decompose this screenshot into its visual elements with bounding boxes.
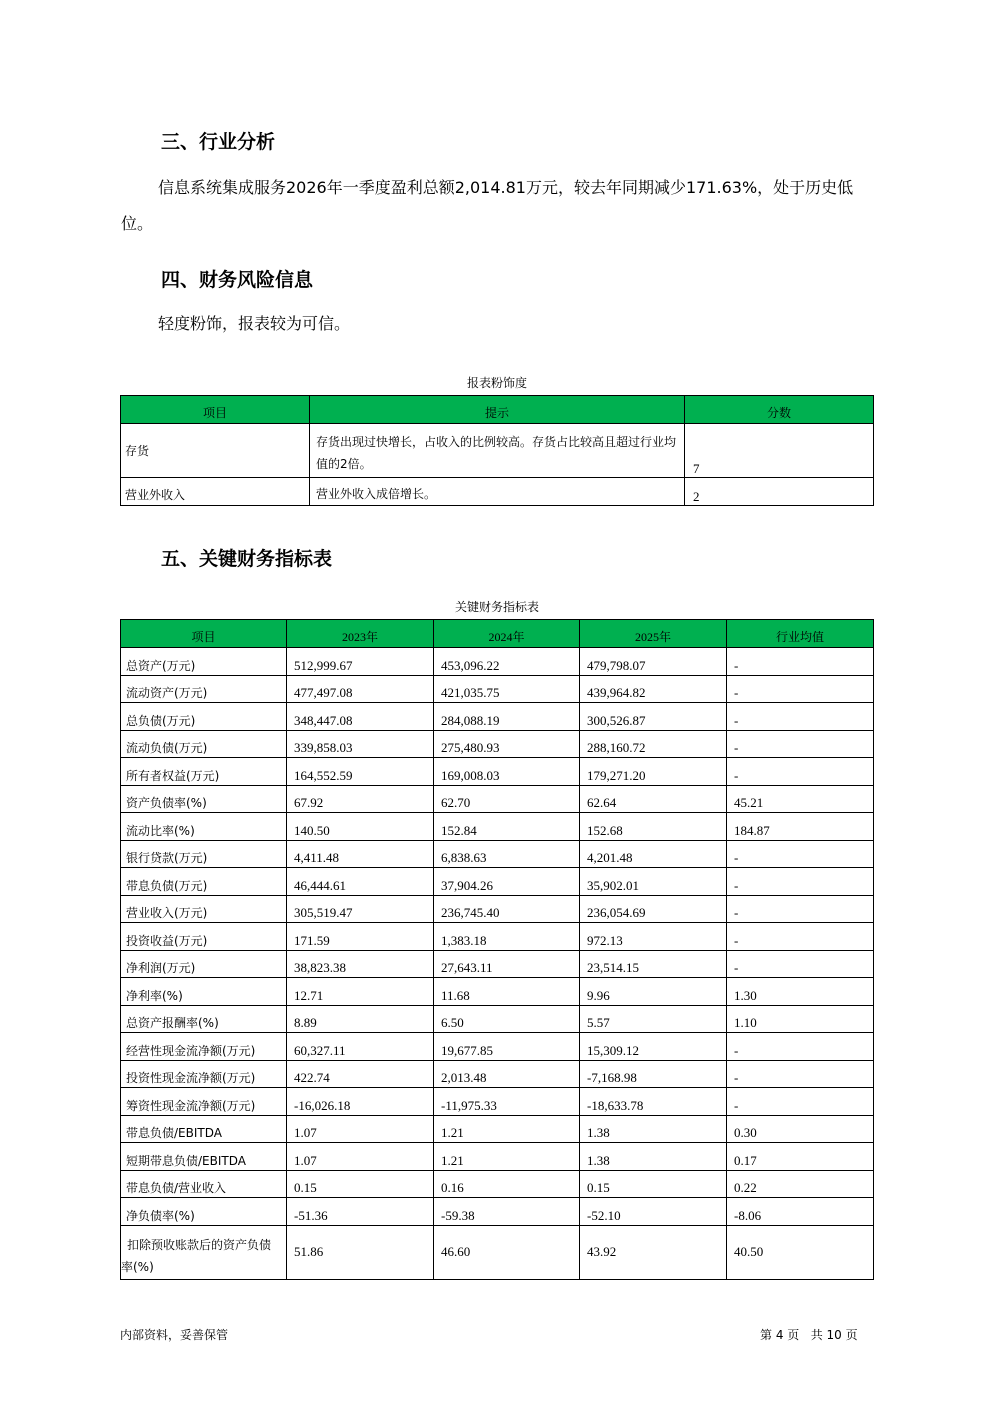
table-row bbox=[121, 813, 874, 841]
kpi-cell-label: 净利率(%) bbox=[121, 978, 287, 1006]
kpi-cell-value: 275,480.93 bbox=[434, 730, 580, 758]
kpi-cell-value: 339,858.03 bbox=[287, 730, 434, 758]
table-row bbox=[121, 1225, 874, 1279]
table-row bbox=[121, 950, 874, 978]
kpi-cell-value: 6.50 bbox=[434, 1005, 580, 1033]
table-row bbox=[121, 675, 874, 703]
kpi-cell-value: 4,411.48 bbox=[287, 840, 434, 868]
risk-cell-tip: 存货出现过快增长，占收入的比例较高。存货占比较高且超过行业均值的2倍。 bbox=[310, 424, 685, 478]
kpi-cell-value: 1.10 bbox=[727, 1005, 874, 1033]
table-row bbox=[121, 840, 874, 868]
kpi-cell-label: 带息负债/EBITDA bbox=[121, 1115, 287, 1143]
kpi-cell-value: 421,035.75 bbox=[434, 675, 580, 703]
kpi-cell-value: 1.21 bbox=[434, 1143, 580, 1171]
kpi-cell-value: 179,271.20 bbox=[580, 758, 727, 786]
kpi-cell-value: -18,633.78 bbox=[580, 1088, 727, 1116]
kpi-cell-value: 1.07 bbox=[287, 1143, 434, 1171]
table-row bbox=[121, 1088, 874, 1116]
kpi-table-caption: 关键财务指标表 bbox=[454, 600, 539, 614]
kpi-cell-value: 8.89 bbox=[287, 1005, 434, 1033]
kpi-cell-value: 1.38 bbox=[580, 1143, 727, 1171]
kpi-cell-value: 169,008.03 bbox=[434, 758, 580, 786]
kpi-cell-value: 512,999.67 bbox=[287, 648, 434, 676]
table-row bbox=[121, 703, 874, 731]
kpi-cell-value: 152.84 bbox=[434, 813, 580, 841]
kpi-cell-value: - bbox=[727, 895, 874, 923]
kpi-cell-label: 总资产(万元) bbox=[121, 648, 287, 676]
kpi-cell-label: 扣除预收账款后的资产负债率(%) bbox=[121, 1225, 287, 1279]
section-5-heading: 五、关键财务指标表 bbox=[161, 548, 333, 570]
kpi-cell-value: 62.70 bbox=[434, 785, 580, 813]
kpi-cell-value: 236,054.69 bbox=[580, 895, 727, 923]
kpi-cell-value: 0.15 bbox=[287, 1170, 434, 1198]
page-number: 第 4 页 共 10 页 bbox=[760, 1328, 858, 1342]
kpi-cell-value: 1.21 bbox=[434, 1115, 580, 1143]
kpi-cell-value: 439,964.82 bbox=[580, 675, 727, 703]
kpi-cell-value: 1.38 bbox=[580, 1115, 727, 1143]
table-row bbox=[121, 868, 874, 896]
kpi-cell-value: 27,643.11 bbox=[434, 950, 580, 978]
kpi-cell-value: 35,902.01 bbox=[580, 868, 727, 896]
table-row bbox=[121, 478, 874, 506]
section-3-heading: 三、行业分析 bbox=[161, 131, 276, 153]
kpi-cell-value: 5.57 bbox=[580, 1005, 727, 1033]
section-4-paragraph: 轻度粉饰，报表较为可信。 bbox=[158, 314, 351, 333]
kpi-cell-label: 短期带息负债/EBITDA bbox=[121, 1143, 287, 1171]
table-row bbox=[121, 758, 874, 786]
kpi-cell-value: -11,975.33 bbox=[434, 1088, 580, 1116]
kpi-cell-value: 1.30 bbox=[727, 978, 874, 1006]
kpi-cell-value: 46.60 bbox=[434, 1225, 580, 1279]
kpi-cell-value: - bbox=[727, 1088, 874, 1116]
footer-left: 内部资料，妥善保管 bbox=[120, 1328, 229, 1342]
kpi-cell-label: 经营性现金流净额(万元) bbox=[121, 1033, 287, 1061]
risk-cell-score: 7 bbox=[685, 424, 874, 478]
kpi-cell-label: 银行贷款(万元) bbox=[121, 840, 287, 868]
kpi-cell-value: 15,309.12 bbox=[580, 1033, 727, 1061]
kpi-cell-label: 带息负债/营业收入 bbox=[121, 1170, 287, 1198]
table-row bbox=[121, 923, 874, 951]
kpi-cell-value: 60,327.11 bbox=[287, 1033, 434, 1061]
kpi-cell-value: -59.38 bbox=[434, 1198, 580, 1226]
kpi-cell-value: 184.87 bbox=[727, 813, 874, 841]
kpi-cell-label: 净负债率(%) bbox=[121, 1198, 287, 1226]
kpi-cell-value: 19,677.85 bbox=[434, 1033, 580, 1061]
table-row bbox=[121, 978, 874, 1006]
table-row bbox=[121, 895, 874, 923]
kpi-cell-value: 37,904.26 bbox=[434, 868, 580, 896]
risk-table-caption: 报表粉饰度 bbox=[466, 376, 527, 390]
kpi-cell-value: 51.86 bbox=[287, 1225, 434, 1279]
kpi-cell-value: - bbox=[727, 1033, 874, 1061]
kpi-cell-value: 152.68 bbox=[580, 813, 727, 841]
table-row bbox=[121, 1033, 874, 1061]
risk-cell-item: 营业外收入 bbox=[121, 478, 310, 506]
kpi-cell-value: 43.92 bbox=[580, 1225, 727, 1279]
kpi-cell-label: 投资性现金流净额(万元) bbox=[121, 1060, 287, 1088]
kpi-cell-value: -16,026.18 bbox=[287, 1088, 434, 1116]
risk-header-score: 分数 bbox=[685, 396, 874, 424]
kpi-cell-value: 140.50 bbox=[287, 813, 434, 841]
kpi-cell-value: 0.17 bbox=[727, 1143, 874, 1171]
kpi-cell-label: 营业收入(万元) bbox=[121, 895, 287, 923]
kpi-cell-value: 0.30 bbox=[727, 1115, 874, 1143]
kpi-cell-value: - bbox=[727, 1060, 874, 1088]
kpi-cell-value: 1,383.18 bbox=[434, 923, 580, 951]
table-row bbox=[121, 1170, 874, 1198]
kpi-cell-value: 9.96 bbox=[580, 978, 727, 1006]
kpi-cell-value: 171.59 bbox=[287, 923, 434, 951]
risk-table bbox=[120, 395, 874, 506]
kpi-table bbox=[120, 619, 874, 1280]
table-row bbox=[121, 1143, 874, 1171]
kpi-cell-value: 0.22 bbox=[727, 1170, 874, 1198]
kpi-cell-value: - bbox=[727, 675, 874, 703]
kpi-cell-value: - bbox=[727, 840, 874, 868]
kpi-cell-value: 45.21 bbox=[727, 785, 874, 813]
kpi-cell-value: 23,514.15 bbox=[580, 950, 727, 978]
kpi-cell-value: 46,444.61 bbox=[287, 868, 434, 896]
kpi-cell-value: 453,096.22 bbox=[434, 648, 580, 676]
kpi-cell-value: - bbox=[727, 950, 874, 978]
kpi-cell-value: -8.06 bbox=[727, 1198, 874, 1226]
kpi-cell-value: 477,497.08 bbox=[287, 675, 434, 703]
kpi-header-2023: 2023年 bbox=[287, 620, 434, 648]
kpi-header-2025: 2025年 bbox=[580, 620, 727, 648]
kpi-cell-value: 300,526.87 bbox=[580, 703, 727, 731]
kpi-cell-label: 总资产报酬率(%) bbox=[121, 1005, 287, 1033]
kpi-cell-label: 总负债(万元) bbox=[121, 703, 287, 731]
kpi-cell-value: - bbox=[727, 703, 874, 731]
kpi-cell-value: 2,013.48 bbox=[434, 1060, 580, 1088]
kpi-cell-value: - bbox=[727, 648, 874, 676]
kpi-cell-value: 236,745.40 bbox=[434, 895, 580, 923]
kpi-cell-value: - bbox=[727, 923, 874, 951]
kpi-cell-value: 62.64 bbox=[580, 785, 727, 813]
kpi-cell-label: 净利润(万元) bbox=[121, 950, 287, 978]
kpi-cell-value: 38,823.38 bbox=[287, 950, 434, 978]
kpi-cell-label: 投资收益(万元) bbox=[121, 923, 287, 951]
risk-header-tip: 提示 bbox=[310, 396, 685, 424]
kpi-cell-value: 972.13 bbox=[580, 923, 727, 951]
kpi-cell-label: 资产负债率(%) bbox=[121, 785, 287, 813]
kpi-cell-label: 带息负债(万元) bbox=[121, 868, 287, 896]
table-row bbox=[121, 424, 874, 478]
kpi-cell-value: 1.07 bbox=[287, 1115, 434, 1143]
table-row bbox=[121, 730, 874, 758]
kpi-cell-value: - bbox=[727, 730, 874, 758]
kpi-cell-value: 11.68 bbox=[434, 978, 580, 1006]
table-row bbox=[121, 785, 874, 813]
kpi-cell-value: -7,168.98 bbox=[580, 1060, 727, 1088]
kpi-cell-value: 67.92 bbox=[287, 785, 434, 813]
section-4-heading: 四、财务风险信息 bbox=[161, 269, 314, 291]
kpi-cell-value: 348,447.08 bbox=[287, 703, 434, 731]
table-row bbox=[121, 1005, 874, 1033]
kpi-cell-value: 164,552.59 bbox=[287, 758, 434, 786]
kpi-header-industry-avg: 行业均值 bbox=[727, 620, 874, 648]
kpi-cell-value: 12.71 bbox=[287, 978, 434, 1006]
kpi-cell-label: 流动资产(万元) bbox=[121, 675, 287, 703]
kpi-cell-label: 流动比率(%) bbox=[121, 813, 287, 841]
kpi-cell-value: 0.16 bbox=[434, 1170, 580, 1198]
kpi-cell-value: 479,798.07 bbox=[580, 648, 727, 676]
section-3-paragraph: 信息系统集成服务2026年一季度盈利总额2,014.81万元，较去年同期减少171.63%，处于历史低位。 bbox=[121, 178, 854, 233]
kpi-cell-value: 284,088.19 bbox=[434, 703, 580, 731]
table-row bbox=[121, 1060, 874, 1088]
kpi-cell-value: - bbox=[727, 868, 874, 896]
kpi-cell-label: 所有者权益(万元) bbox=[121, 758, 287, 786]
kpi-cell-label: 筹资性现金流净额(万元) bbox=[121, 1088, 287, 1116]
kpi-cell-value: 0.15 bbox=[580, 1170, 727, 1198]
table-row bbox=[121, 1115, 874, 1143]
risk-cell-score: 2 bbox=[685, 478, 874, 506]
kpi-cell-value: - bbox=[727, 758, 874, 786]
risk-cell-item: 存货 bbox=[121, 424, 310, 478]
kpi-cell-value: 40.50 bbox=[727, 1225, 874, 1279]
kpi-cell-value: 6,838.63 bbox=[434, 840, 580, 868]
kpi-header-item: 项目 bbox=[121, 620, 287, 648]
kpi-cell-value: 288,160.72 bbox=[580, 730, 727, 758]
kpi-cell-label: 流动负债(万元) bbox=[121, 730, 287, 758]
risk-header-item: 项目 bbox=[121, 396, 310, 424]
kpi-cell-value: -51.36 bbox=[287, 1198, 434, 1226]
kpi-header-2024: 2024年 bbox=[434, 620, 580, 648]
table-row bbox=[121, 648, 874, 676]
table-row bbox=[121, 1198, 874, 1226]
kpi-cell-value: -52.10 bbox=[580, 1198, 727, 1226]
risk-cell-tip: 营业外收入成倍增长。 bbox=[310, 478, 685, 506]
kpi-cell-value: 305,519.47 bbox=[287, 895, 434, 923]
kpi-cell-value: 422.74 bbox=[287, 1060, 434, 1088]
kpi-cell-value: 4,201.48 bbox=[580, 840, 727, 868]
